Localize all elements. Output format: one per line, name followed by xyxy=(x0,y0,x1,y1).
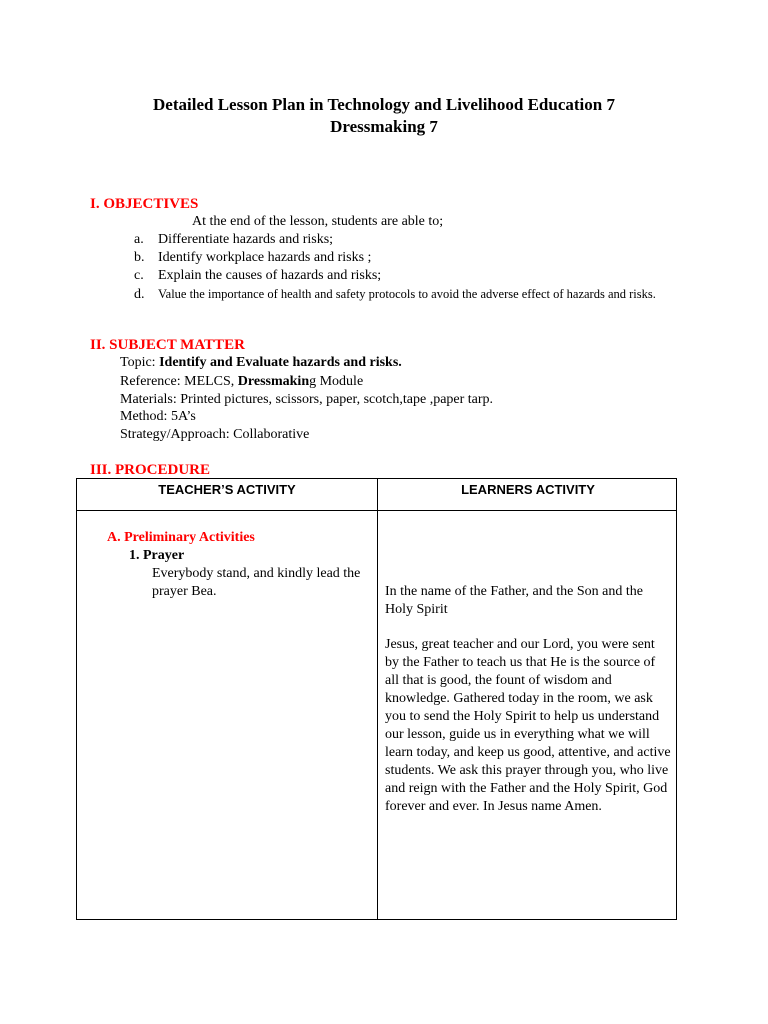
subject-matter-heading: II. SUBJECT MATTER xyxy=(90,337,245,353)
document-subtitle: Dressmaking 7 xyxy=(330,117,438,136)
teacher-prayer-instruction: Everybody stand, and kindly lead the prayer Bea. xyxy=(152,566,361,599)
strategy-line: Strategy/Approach: Collaborative xyxy=(120,427,310,442)
objective-item: b. Identify workplace hazards and risks ; xyxy=(134,250,372,265)
objective-item: a. Differentiate hazards and risks; xyxy=(134,232,334,247)
document-title: Detailed Lesson Plan in Technology and Livelihood Education 7 xyxy=(153,95,615,114)
header-divider xyxy=(77,510,676,511)
objectives-heading: I. OBJECTIVES xyxy=(90,196,199,212)
prayer-heading: 1. Prayer xyxy=(129,548,185,563)
reference-line: Reference: MELCS, Dressmaking Module xyxy=(120,374,364,389)
objective-item: c. Explain the causes of hazards and risks; xyxy=(134,268,382,283)
method-line: Method: 5A’s xyxy=(120,409,196,424)
topic-value: Identify and Evaluate hazards and risks. xyxy=(159,355,402,370)
objectives-list xyxy=(134,231,666,303)
objectives-intro: At the end of the lesson, students are able to; xyxy=(192,214,444,229)
learner-response: In the name of the Father, and the Son and the Holy Spirit xyxy=(385,584,643,617)
topic-line: Topic: Identify and Evaluate hazards and risks. xyxy=(120,355,402,370)
procedure-table xyxy=(76,478,677,920)
objective-item: d. Value the importance of health and safety protocols to avoid the adverse effect of hazards and risks. xyxy=(134,287,656,302)
procedure-heading: III. PROCEDURE xyxy=(90,462,211,478)
learner-prayer: Jesus, great teacher and our Lord, you were sent by the Father to teach us that He is the source of all that is good, the fount of wisdom and knowledge. Gathered today in the room, we ask you to send the Holy Spirit to help us understand our lesson, guide us in everything what we will learn today, and keep us good, attentive, and active students. We ask this prayer through you, who live and reign with the Father and the Holy Spirit, God forever and ever. In Jesus name Amen. xyxy=(385,637,671,814)
preliminary-activities-heading: A. Preliminary Activities xyxy=(107,530,255,545)
column-divider xyxy=(377,479,378,919)
learner-column-header: LEARNERS ACTIVITY xyxy=(461,482,595,497)
teacher-column-header: TEACHER’S ACTIVITY xyxy=(158,482,296,497)
materials-line: Materials: Printed pictures, scissors, paper, scotch,tape ,paper tarp. xyxy=(120,392,494,407)
